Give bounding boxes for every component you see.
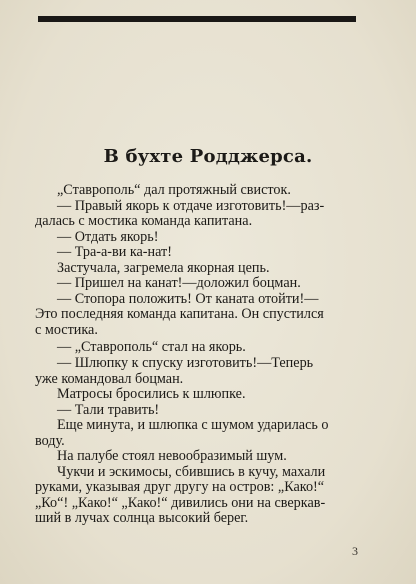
text-line: „Ставрополь“ дал протяжный свисток. [57, 182, 291, 198]
text-line: Еще минута, и шлюпка с шумом ударилась о [57, 417, 329, 434]
text-line: Это последняя команда капитана. Он спустился [35, 306, 324, 323]
text-line: — Тали травить! [57, 401, 160, 418]
text-line: — Пришел на канат!—доложил боцман. [57, 275, 301, 292]
text-line: с мостика. [35, 321, 98, 338]
page-number: 3 [352, 544, 358, 558]
top-rule [38, 16, 356, 22]
text-line: — Шлюпку к спуску изготовить!—Теперь [57, 355, 314, 372]
text-line: — Отдать якорь! [57, 228, 159, 245]
text-line: ший в лучах солнца высокий берег. [35, 510, 249, 527]
text-line: руками, указывая друг другу на остров: „Како!“ [35, 479, 325, 496]
text-line: На палубе стоял невообразимый шум. [57, 448, 287, 465]
body-text [35, 183, 363, 527]
text-line: „Ко“! „Како!“ „Како!“ дивились они на сверкав- [35, 494, 326, 511]
text-line: воду. [35, 432, 65, 449]
text-line: Застучала, загремела якорная цепь. [57, 259, 270, 276]
text-line: — Тра-а-ви ка-нат! [57, 244, 172, 261]
text-line: — Правый якорь к отдаче изготовить!—раз- [57, 197, 325, 214]
text-line: далась с мостика команда капитана. [35, 213, 253, 230]
text-line: — „Ставрополь“ стал на якорь. [57, 339, 246, 356]
text-line: — Стопора положить! От каната отойти!— [57, 290, 319, 307]
text-line: Чукчи и эскимосы, сбившись в кучу, махали [57, 463, 326, 480]
chapter-title: В бухте Родджерса. [103, 146, 313, 167]
text-line: Матросы бросились к шлюпке. [57, 386, 246, 403]
text-line: уже командовал боцман. [35, 370, 184, 387]
